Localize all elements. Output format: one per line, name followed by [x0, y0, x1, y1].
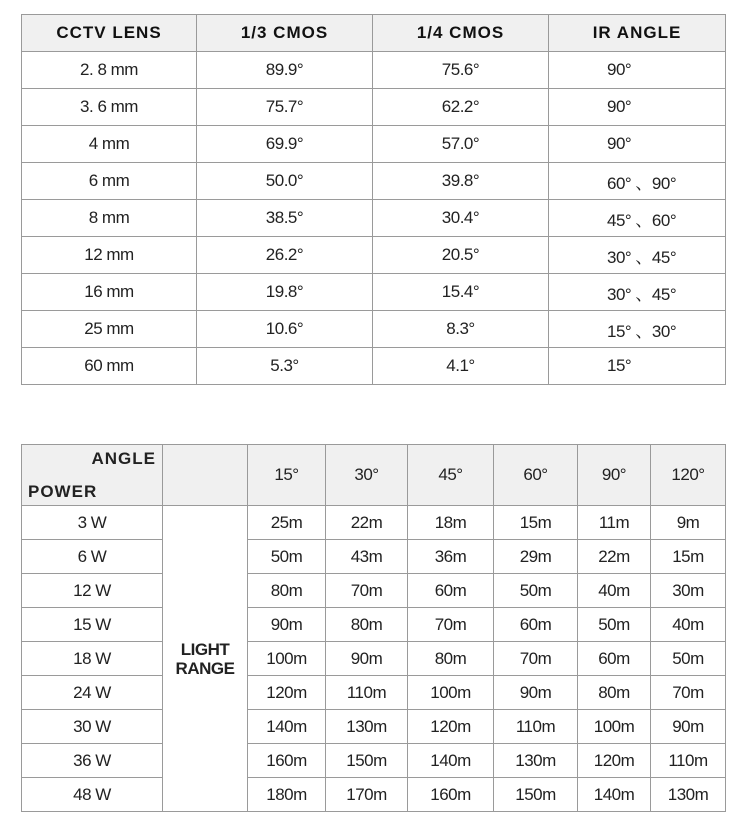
cmos-1-4-angle-cell: 8.3° — [373, 311, 549, 348]
lens-table-row — [22, 126, 726, 163]
ir-angle-cell: 30° 、45° — [549, 274, 726, 311]
lens-size-cell: 6 mm — [22, 163, 197, 200]
cmos-1-3-angle-cell: 50.0° — [197, 163, 373, 200]
range-value-cell: 130m — [326, 710, 408, 744]
range-value-cell: 11m — [578, 506, 651, 540]
lens-size-cell: 8 mm — [22, 200, 197, 237]
light-range-label-cell — [163, 506, 248, 812]
header-ir-angle: IR ANGLE — [549, 15, 726, 52]
angle-header: 60° — [494, 445, 578, 506]
light-range-table — [21, 444, 726, 812]
ir-angle-cell: 90° — [549, 126, 726, 163]
blank-header-cell — [163, 445, 248, 506]
range-table-row — [22, 710, 726, 744]
power-cell: 48 W — [22, 778, 163, 812]
range-value-cell: 140m — [578, 778, 651, 812]
range-table-row — [22, 642, 726, 676]
lens-table-row — [22, 311, 726, 348]
ir-angle-cell: 90° — [549, 89, 726, 126]
range-value-cell: 110m — [326, 676, 408, 710]
lens-size-cell: 12 mm — [22, 237, 197, 274]
range-value-cell: 60m — [494, 608, 578, 642]
range-value-cell: 70m — [494, 642, 578, 676]
cmos-1-4-angle-cell: 20.5° — [373, 237, 549, 274]
power-cell: 36 W — [22, 744, 163, 778]
angle-header: 120° — [651, 445, 726, 506]
cmos-1-3-angle-cell: 19.8° — [197, 274, 373, 311]
ir-angle-cell: 15° 、30° — [549, 311, 726, 348]
range-value-cell: 22m — [326, 506, 408, 540]
cmos-1-3-angle-cell: 75.7° — [197, 89, 373, 126]
range-value-cell: 50m — [578, 608, 651, 642]
range-value-cell: 80m — [248, 574, 326, 608]
angle-header: 90° — [578, 445, 651, 506]
cmos-1-4-angle-cell: 75.6° — [373, 52, 549, 89]
range-value-cell: 40m — [651, 608, 726, 642]
range-value-cell: 80m — [578, 676, 651, 710]
range-value-cell: 30m — [651, 574, 726, 608]
range-table-row — [22, 540, 726, 574]
range-value-cell: 100m — [248, 642, 326, 676]
range-value-cell: 50m — [248, 540, 326, 574]
range-value-cell: 90m — [326, 642, 408, 676]
angle-header: 15° — [248, 445, 326, 506]
range-value-cell: 70m — [408, 608, 494, 642]
range-value-cell: 140m — [248, 710, 326, 744]
ir-angle-cell: 15° — [549, 348, 726, 385]
range-value-cell: 90m — [494, 676, 578, 710]
range-value-cell: 80m — [408, 642, 494, 676]
range-value-cell: 50m — [651, 642, 726, 676]
ir-angle-cell: 60° 、90° — [549, 163, 726, 200]
range-value-cell: 170m — [326, 778, 408, 812]
range-label: RANGE — [175, 658, 235, 678]
lens-size-cell: 16 mm — [22, 274, 197, 311]
range-table-row — [22, 574, 726, 608]
ir-angle-cell: 45° 、60° — [549, 200, 726, 237]
corner-power-label: POWER — [28, 482, 98, 501]
corner-angle-label: ANGLE — [91, 449, 156, 468]
range-value-cell: 160m — [248, 744, 326, 778]
range-value-cell: 120m — [248, 676, 326, 710]
range-table-row — [22, 744, 726, 778]
range-value-cell: 110m — [494, 710, 578, 744]
cmos-1-4-angle-cell: 57.0° — [373, 126, 549, 163]
cmos-1-3-angle-cell: 5.3° — [197, 348, 373, 385]
range-value-cell: 120m — [578, 744, 651, 778]
cmos-1-4-angle-cell: 62.2° — [373, 89, 549, 126]
range-value-cell: 9m — [651, 506, 726, 540]
cmos-1-4-angle-cell: 4.1° — [373, 348, 549, 385]
range-value-cell: 60m — [578, 642, 651, 676]
range-value-cell: 90m — [248, 608, 326, 642]
range-value-cell: 22m — [578, 540, 651, 574]
range-value-cell: 150m — [326, 744, 408, 778]
angle-power-corner-cell — [22, 445, 163, 506]
range-value-cell: 180m — [248, 778, 326, 812]
range-value-cell: 90m — [651, 710, 726, 744]
angle-header: 30° — [326, 445, 408, 506]
lens-size-cell: 60 mm — [22, 348, 197, 385]
range-value-cell: 110m — [651, 744, 726, 778]
light-label: LIGHT — [180, 639, 230, 659]
lens-table-row — [22, 52, 726, 89]
range-value-cell: 150m — [494, 778, 578, 812]
cmos-1-3-angle-cell: 38.5° — [197, 200, 373, 237]
lens-size-cell: 2. 8 mm — [22, 52, 197, 89]
header-cctv-lens: CCTV LENS — [22, 15, 197, 52]
range-value-cell: 29m — [494, 540, 578, 574]
cmos-1-3-angle-cell: 89.9° — [197, 52, 373, 89]
range-value-cell: 50m — [494, 574, 578, 608]
lens-table-row — [22, 348, 726, 385]
range-table-header-row — [22, 445, 726, 506]
range-value-cell: 70m — [651, 676, 726, 710]
range-value-cell: 130m — [651, 778, 726, 812]
ir-angle-cell: 30° 、45° — [549, 237, 726, 274]
lens-table-row — [22, 237, 726, 274]
angle-header: 45° — [408, 445, 494, 506]
lens-table-row — [22, 200, 726, 237]
range-value-cell: 25m — [248, 506, 326, 540]
range-value-cell: 15m — [651, 540, 726, 574]
power-cell: 18 W — [22, 642, 163, 676]
power-cell: 30 W — [22, 710, 163, 744]
lens-angle-table — [21, 14, 726, 385]
lens-table-header-row — [22, 15, 726, 52]
lens-size-cell: 4 mm — [22, 126, 197, 163]
range-value-cell: 60m — [408, 574, 494, 608]
range-value-cell: 36m — [408, 540, 494, 574]
header-1-4-cmos: 1/4 CMOS — [373, 15, 549, 52]
range-value-cell: 15m — [494, 506, 578, 540]
header-1-3-cmos: 1/3 CMOS — [197, 15, 373, 52]
ir-angle-cell: 90° — [549, 52, 726, 89]
range-value-cell: 40m — [578, 574, 651, 608]
range-value-cell: 80m — [326, 608, 408, 642]
range-value-cell: 120m — [408, 710, 494, 744]
range-value-cell: 130m — [494, 744, 578, 778]
cmos-1-3-angle-cell: 10.6° — [197, 311, 373, 348]
power-cell: 24 W — [22, 676, 163, 710]
cmos-1-4-angle-cell: 15.4° — [373, 274, 549, 311]
range-value-cell: 140m — [408, 744, 494, 778]
lens-table-row — [22, 163, 726, 200]
power-cell: 3 W — [22, 506, 163, 540]
lens-table-row — [22, 89, 726, 126]
range-table-row — [22, 676, 726, 710]
cmos-1-3-angle-cell: 26.2° — [197, 237, 373, 274]
cmos-1-3-angle-cell: 69.9° — [197, 126, 373, 163]
cmos-1-4-angle-cell: 39.8° — [373, 163, 549, 200]
range-table-row — [22, 778, 726, 812]
power-cell: 6 W — [22, 540, 163, 574]
range-value-cell: 43m — [326, 540, 408, 574]
range-value-cell: 100m — [578, 710, 651, 744]
range-value-cell: 18m — [408, 506, 494, 540]
range-value-cell: 160m — [408, 778, 494, 812]
power-cell: 12 W — [22, 574, 163, 608]
lens-size-cell: 25 mm — [22, 311, 197, 348]
range-table-row — [22, 608, 726, 642]
cmos-1-4-angle-cell: 30.4° — [373, 200, 549, 237]
range-table-row — [22, 506, 726, 540]
range-value-cell: 100m — [408, 676, 494, 710]
lens-table-row — [22, 274, 726, 311]
lens-size-cell: 3. 6 mm — [22, 89, 197, 126]
power-cell: 15 W — [22, 608, 163, 642]
range-value-cell: 70m — [326, 574, 408, 608]
